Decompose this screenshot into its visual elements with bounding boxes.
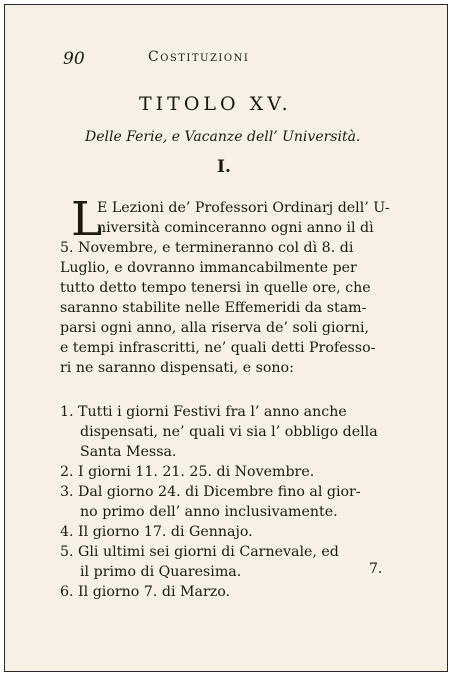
list-item: 4. Il giorno 17. di Gennajo.	[60, 524, 253, 540]
list-item: 3. Dal giorno 24. di Dicembre fino al gior-	[60, 484, 361, 500]
paragraph-line: 5. Novembre, e termineranno col dì 8. di	[60, 240, 354, 256]
list-item: 6. Il giorno 7. di Marzo.	[60, 584, 231, 600]
list-item-continuation: dispensati, ne’ quali vi sia l’ obbligo della	[80, 424, 378, 440]
list-item: 5. Gli ultimi sei giorni di Carnevale, ed	[60, 544, 339, 560]
paragraph-line: saranno stabilite nelle Effemeridi da stam-	[60, 300, 367, 316]
paragraph-line: E Lezioni de’ Professori Ordinarj dell’ U-	[97, 200, 390, 216]
list-item-continuation: Santa Messa.	[80, 444, 177, 460]
list-item-continuation: no primo dell’ anno inclusivamente.	[80, 504, 338, 520]
paragraph-line: niversità cominceranno ogni anno il dì	[97, 220, 374, 236]
list-item: 1. Tutti i giorni Festivi fra l’ anno anche	[60, 404, 347, 420]
book-page	[4, 4, 448, 672]
paragraph-line: Luglio, e dovranno immancabilmente per	[60, 260, 357, 276]
catchword: 7.	[369, 561, 383, 577]
section-number: I.	[217, 157, 231, 177]
paragraph-line: parsi ogni anno, alla riserva de’ soli giorni,	[60, 320, 370, 336]
list-item: 2. I giorni 11. 21. 25. di Novembre.	[60, 464, 315, 480]
paragraph-line: ri ne saranno dispensati, e sono:	[60, 360, 294, 376]
page-number: 90	[63, 49, 85, 69]
running-head: Costituzioni	[148, 49, 250, 65]
drop-cap: L	[71, 192, 103, 247]
chapter-title: TITOLO XV.	[139, 93, 292, 115]
paragraph-line: e tempi infrascritti, ne’ quali detti Professo-	[60, 340, 376, 356]
paragraph-line: tutto detto tempo tenersi in quelle ore, che	[60, 280, 371, 296]
section-title: Delle Ferie, e Vacanze dell’ Università.	[85, 129, 361, 145]
list-item-continuation: il primo di Quaresima.	[80, 564, 242, 580]
